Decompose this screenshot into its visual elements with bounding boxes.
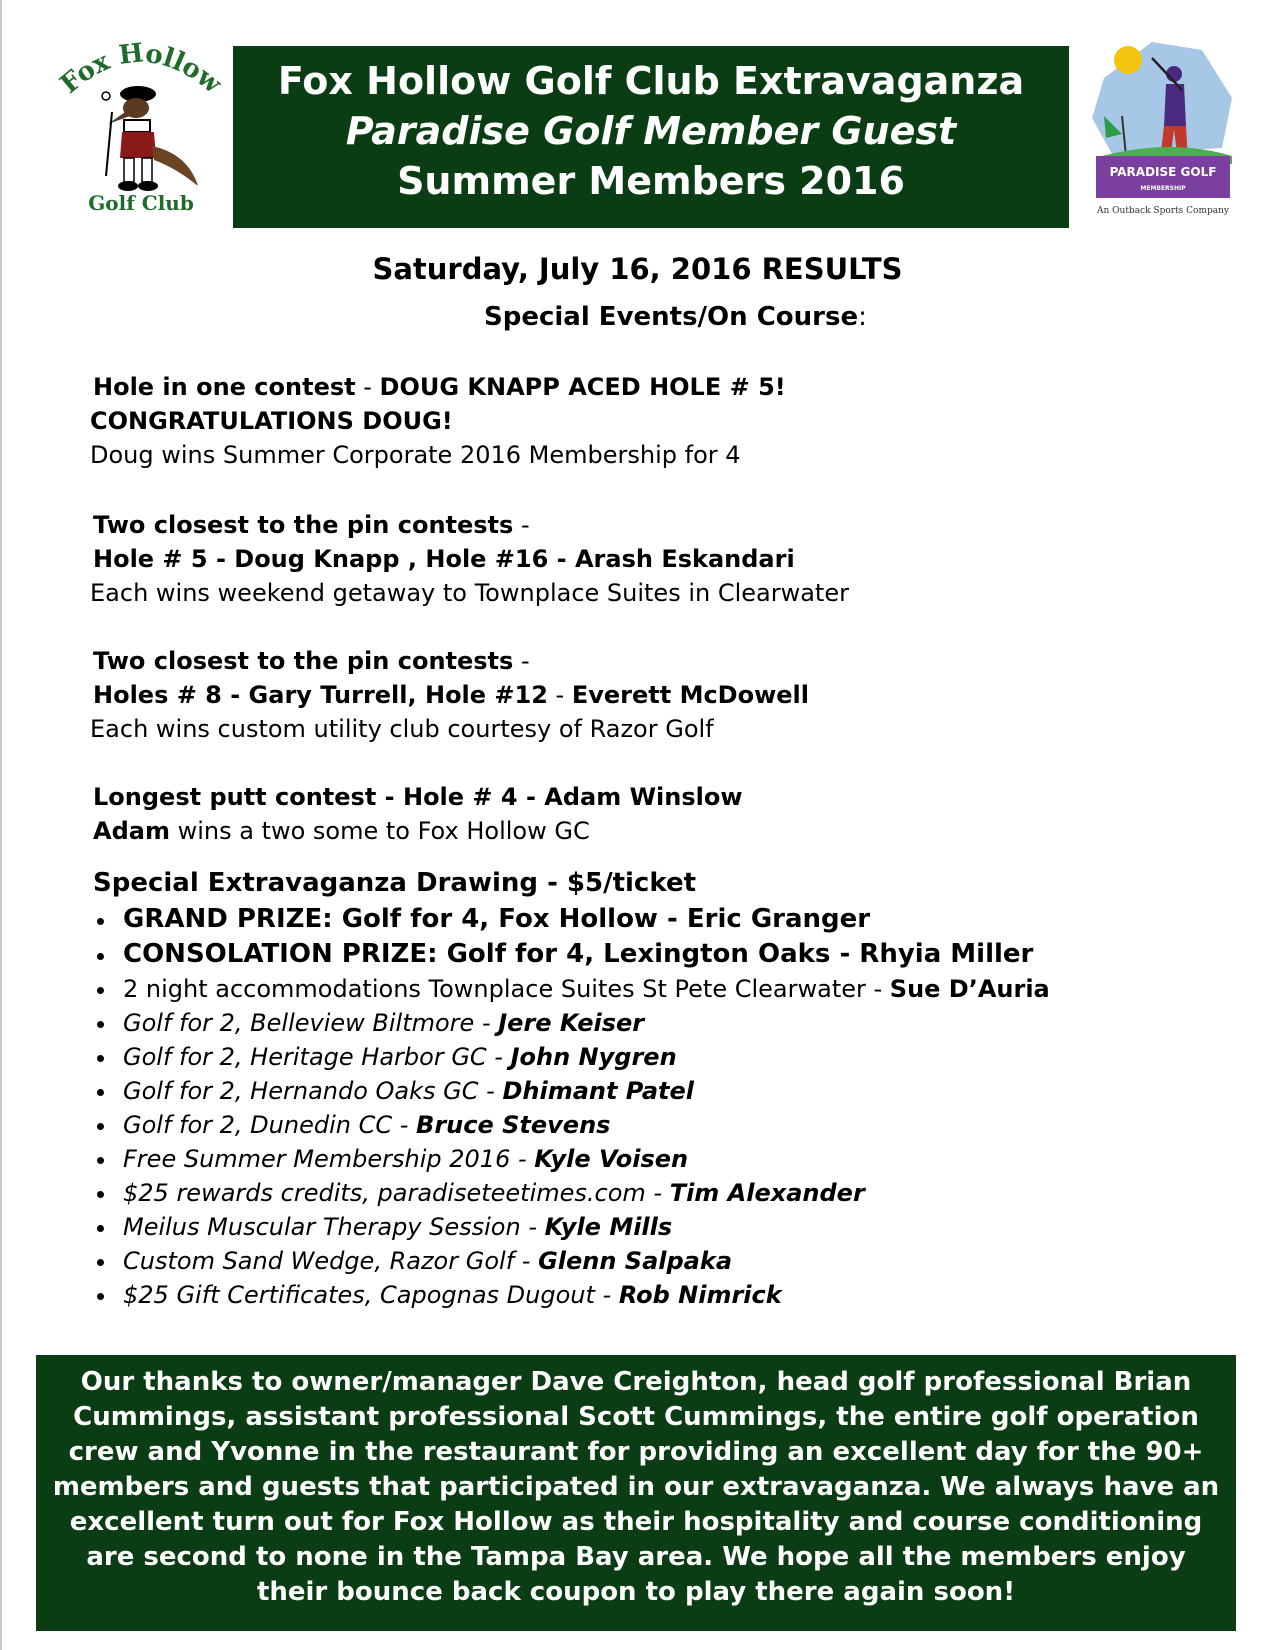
hole-in-one-congrats: CONGRATULATIONS DOUG! <box>90 407 453 435</box>
header-subtitle: Paradise Golf Member Guest <box>345 109 957 153</box>
prize-item <box>93 972 1050 1006</box>
prize-text: Custom Sand Wedge, Razor Golf - <box>123 1247 539 1275</box>
prize-item <box>93 1108 1050 1142</box>
prize-text: Golf for 2, Belleview Biltmore - <box>123 1009 499 1037</box>
header-banner <box>233 46 1069 228</box>
header-title: Fox Hollow Golf Club Extravaganza <box>277 59 1025 103</box>
page-edge-line <box>0 0 2 1650</box>
thanks-line: their bounce back coupon to play there again soon! <box>256 1577 1016 1607</box>
hole-in-one-winner: DOUG KNAPP ACED HOLE # 5! <box>379 373 786 401</box>
logo-top-text: Fox Hollow <box>54 38 227 100</box>
prize-text: Golf for 2, Heritage Harbor GC - <box>123 1043 511 1071</box>
section-label-text: Special Events/On Course <box>484 302 859 332</box>
closest-pin-winners-2b: Everett McDowell <box>571 681 809 709</box>
longest-putt-prize-line <box>93 814 743 848</box>
closest-pin-title-text-2: Two closest to the pin contests <box>93 647 514 675</box>
thanks-line: excellent turn out for Fox Hollow as their hospitality and course conditioning <box>69 1507 1203 1537</box>
prize-item <box>93 937 1050 972</box>
hole-in-one-label: Hole in one contest <box>93 373 356 401</box>
closest-pin-winners-2a: Holes # 8 - Gary Turrell, Hole #12 <box>93 681 548 709</box>
prize-winner: Jere Keiser <box>498 1009 645 1037</box>
prize-item <box>93 1074 1050 1108</box>
thanks-line: members and guests that participated in our extravaganza. We always have an <box>52 1472 1220 1502</box>
paradise-sub-text: MEMBERSHIP <box>1140 185 1186 192</box>
prize-item <box>93 1006 1050 1040</box>
paradise-company-text: An Outback Sports Company <box>1096 206 1230 216</box>
thanks-line: crew and Yvonne in the restaurant for providing an excellent day for the 90+ <box>68 1437 1204 1467</box>
prize-winner: Dhimant Patel <box>502 1077 695 1105</box>
prize-item <box>93 1210 1050 1244</box>
prize-list <box>93 902 1050 1312</box>
prize-winner: Glenn Salpaka <box>538 1247 733 1275</box>
prize-text: Meilus Muscular Therapy Session - <box>123 1213 545 1241</box>
prize-winner: Kyle Mills <box>544 1213 673 1241</box>
longest-putt-name: Adam <box>93 817 170 845</box>
longest-putt-block <box>93 780 743 848</box>
header-season: Summer Members 2016 <box>397 159 905 203</box>
prize-item <box>93 1040 1050 1074</box>
longest-putt-prize: wins a two some to Fox Hollow GC <box>169 817 590 845</box>
prize-item <box>93 902 1050 937</box>
closest-pin-title-1 <box>93 508 849 542</box>
closest-pin-winners-2-sep: - <box>547 681 572 709</box>
longest-putt-title: Longest putt contest - Hole # 4 - Adam Winslow <box>93 783 743 811</box>
prize-text: 2 night accommodations Townplace Suites St Pete Clearwater - <box>123 975 890 1003</box>
prize-text: Free Summer Membership 2016 - <box>123 1145 535 1173</box>
prize-text: GRAND PRIZE: Golf for 4, Fox Hollow - <box>123 904 687 934</box>
drawing-title: Special Extravaganza Drawing - $5/ticket <box>93 868 697 898</box>
prize-winner: Sue D’Auria <box>889 975 1050 1003</box>
prize-item <box>93 1142 1050 1176</box>
prize-item <box>93 1244 1050 1278</box>
prize-winner: John Nygren <box>510 1043 677 1071</box>
prize-winner: Bruce Stevens <box>416 1111 611 1139</box>
prize-winner: Eric Granger <box>686 904 871 934</box>
prize-winner: Rhyia Miller <box>859 939 1034 969</box>
prize-winner: Tim Alexander <box>669 1179 865 1207</box>
thanks-line: Our thanks to owner/manager Dave Creighton, head golf professional Brian <box>80 1367 1192 1397</box>
closest-pin-winners-1: Hole # 5 - Doug Knapp , Hole #16 - Arash Eskandari <box>93 545 795 573</box>
hole-in-one-block <box>90 370 786 472</box>
prize-text: CONSOLATION PRIZE: Golf for 4, Lexington Oaks - <box>123 939 860 969</box>
prize-item <box>93 1176 1050 1210</box>
closest-pin-prize-1: Each wins weekend getaway to Townplace Suites in Clearwater <box>90 579 849 607</box>
closest-pin-prize-2: Each wins custom utility club courtesy of Razor Golf <box>90 715 714 743</box>
hole-in-one-prize: Doug wins Summer Corporate 2016 Membership for 4 <box>90 441 741 469</box>
prize-winner: Kyle Voisen <box>534 1145 689 1173</box>
hole-in-one-sep: - <box>355 373 380 401</box>
closest-pin-block-1 <box>90 508 849 610</box>
prize-text: $25 rewards credits, paradiseteetimes.com - <box>123 1179 670 1207</box>
thanks-box <box>36 1355 1236 1631</box>
closest-pin-title-2 <box>93 644 809 678</box>
prize-winner: Rob Nimrick <box>618 1281 782 1309</box>
prize-text: Golf for 2, Dunedin CC - <box>123 1111 417 1139</box>
closest-pin-block-2 <box>90 644 809 746</box>
thanks-line: Cummings, assistant professional Scott Cummings, the entire golf operation <box>73 1402 1199 1432</box>
prize-item <box>93 1278 1050 1312</box>
prize-text: Golf for 2, Hernando Oaks GC - <box>123 1077 503 1105</box>
closest-pin-title-text-1: Two closest to the pin contests <box>93 511 514 539</box>
results-date: Saturday, July 16, 2016 RESULTS <box>372 252 903 286</box>
closest-pin-title-sep-2: - <box>513 647 530 675</box>
paradise-golf-logo <box>1082 38 1252 224</box>
section-label <box>484 302 867 332</box>
prize-text: $25 Gift Certificates, Capognas Dugout - <box>123 1281 619 1309</box>
logo-bottom-text: Golf Club <box>88 191 194 215</box>
section-label-colon: : <box>858 302 867 332</box>
closest-pin-winners-2 <box>93 678 809 712</box>
paradise-brand-text: PARADISE GOLF <box>1109 165 1217 179</box>
fox-hollow-logo <box>48 36 234 228</box>
hole-in-one-line <box>93 370 786 404</box>
thanks-line: are second to none in the Tampa Bay area. We hope all the members enjoy <box>86 1542 1186 1572</box>
closest-pin-title-sep-1: - <box>513 511 530 539</box>
